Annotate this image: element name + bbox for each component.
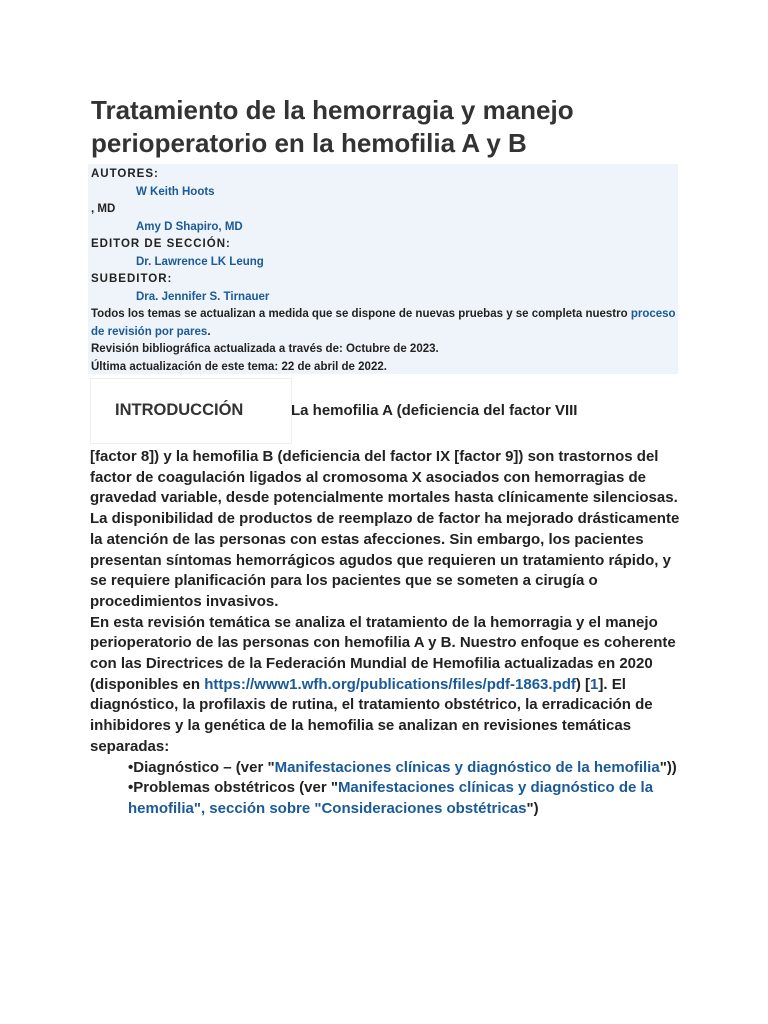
reference-open: ) [ [575,675,591,693]
author-link-hoots[interactable]: W Keith Hoots [136,185,215,198]
related-topics-list [90,758,690,820]
section-editor-link[interactable]: Dr. Lawrence LK Leung [136,255,264,268]
wfh-guidelines-link[interactable]: https://www1.wfh.org/publications/files/pdf-1863.pdf [204,675,576,693]
deputy-editor-link[interactable]: Dra. Jennifer S. Tirnauer [136,290,270,303]
topic-info-box [88,164,678,374]
intro-heading: INTRODUCCIÓN [115,401,244,419]
last-update-date: 22 de abril de 2022. [281,360,387,373]
paragraph-2-text: En esta revisión temática se analiza el tratamiento de la hemorragia y el manejo perioperatorio de las personas con hemofilia A y B. Nuestro enfoque es coherente con las Directrices de la Federación Mundial de Hemofilia actualizadas en 2020 (disponibles en [90,613,676,693]
author-link-shapiro[interactable]: Amy D Shapiro, MD [136,220,243,233]
list-item [128,758,690,779]
literature-review-date: Octubre de 2023. [346,343,439,355]
peer-review-link[interactable]: proceso de revisión por pares [91,308,676,338]
bullet-1-suffix: ")) [659,758,677,776]
author-suffix: , MD [91,203,116,215]
update-policy-period: . [207,325,211,338]
obstetric-topic-link[interactable]: Manifestaciones clínicas y diagnóstico de la hemofilia", sección sobre "Consideraciones obstétricas [128,779,654,817]
reference-1-link[interactable]: 1 [590,675,599,693]
literature-review [91,341,678,359]
page-title: Tratamiento de la hemorragia y manejo perioperatorio en la hemofilia A y B [91,95,574,158]
authors-label: AUTORES: [91,168,159,180]
section-editor-label: EDITOR DE SECCIÓN: [91,238,231,250]
update-policy [91,306,678,341]
bullet-2-prefix: •Problemas obstétricos (ver " [128,779,338,797]
bullet-1-prefix: •Diagnóstico – (ver " [128,758,275,776]
literature-review-label: Revisión bibliográfica actualizada a través de: [91,343,347,355]
intro-body [90,447,690,820]
bullet-2-suffix: ") [526,799,539,817]
paragraph-2-end: ]. El diagnóstico, la profilaxis de rutina, el tratamiento obstétrico, la erradicación de inhibidores y la genética de la hemofilia se analizan en revisiones temáticas separadas: [90,675,653,755]
deputy-editor-label: SUBEDITOR: [91,273,173,285]
last-update-label: Última actualización de este tema: [91,360,282,373]
intro-paragraph-1: [factor 8]) y la hemofilia B (deficiencia del factor IX [factor 9]) son trastornos del factor de coagulación ligados al cromosoma X asociados con hemorragias de gravedad variable, desde potencialmente mortales hasta clínicamente silenciosas. La disponibilidad de productos de reemplazo de factor ha mejorado drásticamente la atención de las personas con estas afecciones. Sin embargo, los pacientes presentan síntomas hemorrágicos agudos que requieren un tratamiento rápido, y se requiere planificación para los pacientes que se someten a cirugía o procedimientos invasivos. [90,448,680,610]
intro-first-line: La hemofilia A (deficiencia del factor VIII [291,402,578,419]
intro-heading-box [90,378,292,444]
diagnosis-topic-link[interactable]: Manifestaciones clínicas y diagnóstico de la hemofilia [274,758,660,776]
list-item [128,778,690,819]
update-policy-text: Todos los temas se actualizan a medida que se dispone de nuevas pruebas y se completa nuestro [91,308,631,320]
last-update [91,359,678,377]
intro-paragraph-2 [90,613,690,758]
